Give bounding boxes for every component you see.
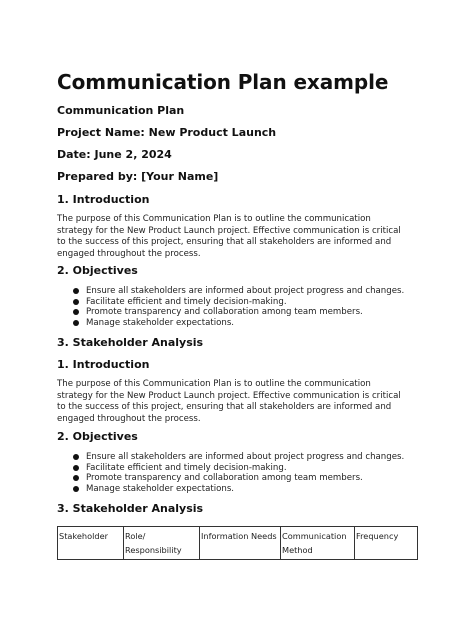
paragraph-line: engaged throughout the process. — [57, 248, 201, 259]
section-heading-introduction-repeat: 1. Introduction — [57, 358, 150, 371]
bullet-icon — [73, 320, 79, 326]
table-header-stakeholder: Stakeholder — [58, 527, 124, 560]
list-item: Ensure all stakeholders are informed about project progress and changes. — [57, 286, 404, 297]
introduction-paragraph-repeat — [57, 379, 427, 425]
table-header-row — [58, 527, 418, 560]
table-header-frequency: Frequency — [355, 527, 418, 560]
bullet-icon — [73, 486, 79, 492]
bullet-icon — [73, 454, 79, 460]
section-heading-introduction: 1. Introduction — [57, 193, 150, 206]
paragraph-line: The purpose of this Communication Plan is to outline the communication — [57, 214, 371, 224]
objectives-list — [57, 286, 404, 328]
introduction-paragraph — [57, 214, 427, 260]
section-heading-objectives-repeat: 2. Objectives — [57, 430, 138, 443]
table-header-communication-method: Communication Method — [281, 527, 355, 560]
project-name: Project Name: New Product Launch — [57, 126, 277, 139]
list-item: Facilitate efficient and timely decision-making. — [57, 297, 404, 308]
bullet-icon — [73, 288, 79, 294]
bullet-icon — [73, 309, 79, 315]
paragraph-line: The purpose of this Communication Plan is to outline the communication — [57, 379, 371, 389]
paragraph-line: to the success of this project, ensuring that all stakeholders are informed and — [57, 402, 392, 412]
list-item: Promote transparency and collaboration among team members. — [57, 473, 404, 484]
paragraph-line: strategy for the New Product Launch project. Effective communication is critical — [57, 390, 401, 401]
list-item: Ensure all stakeholders are informed about project progress and changes. — [57, 452, 404, 463]
section-heading-stakeholder-analysis: 3. Stakeholder Analysis — [57, 336, 204, 349]
table-header-information-needs: Information Needs — [200, 527, 281, 560]
objectives-list-repeat — [57, 452, 404, 494]
list-item: Manage stakeholder expectations. — [57, 318, 404, 329]
bullet-icon — [73, 299, 79, 305]
page-title: Communication Plan example — [57, 70, 389, 94]
bullet-icon — [73, 465, 79, 471]
doc-date: Date: June 2, 2024 — [57, 148, 172, 161]
doc-subtitle: Communication Plan — [57, 104, 185, 117]
table-header-role: Role/ Responsibility — [124, 527, 200, 560]
prepared-by: Prepared by: [Your Name] — [57, 170, 219, 183]
list-item: Facilitate efficient and timely decision-making. — [57, 463, 404, 474]
paragraph-line: strategy for the New Product Launch project. Effective communication is critical — [57, 225, 401, 236]
stakeholder-table — [57, 526, 418, 560]
section-heading-objectives: 2. Objectives — [57, 264, 138, 277]
list-item: Promote transparency and collaboration among team members. — [57, 307, 404, 318]
paragraph-line: to the success of this project, ensuring that all stakeholders are informed and — [57, 237, 392, 247]
paragraph-line: engaged throughout the process. — [57, 413, 201, 424]
list-item: Manage stakeholder expectations. — [57, 484, 404, 495]
section-heading-stakeholder-analysis-repeat: 3. Stakeholder Analysis — [57, 502, 204, 515]
bullet-icon — [73, 475, 79, 481]
